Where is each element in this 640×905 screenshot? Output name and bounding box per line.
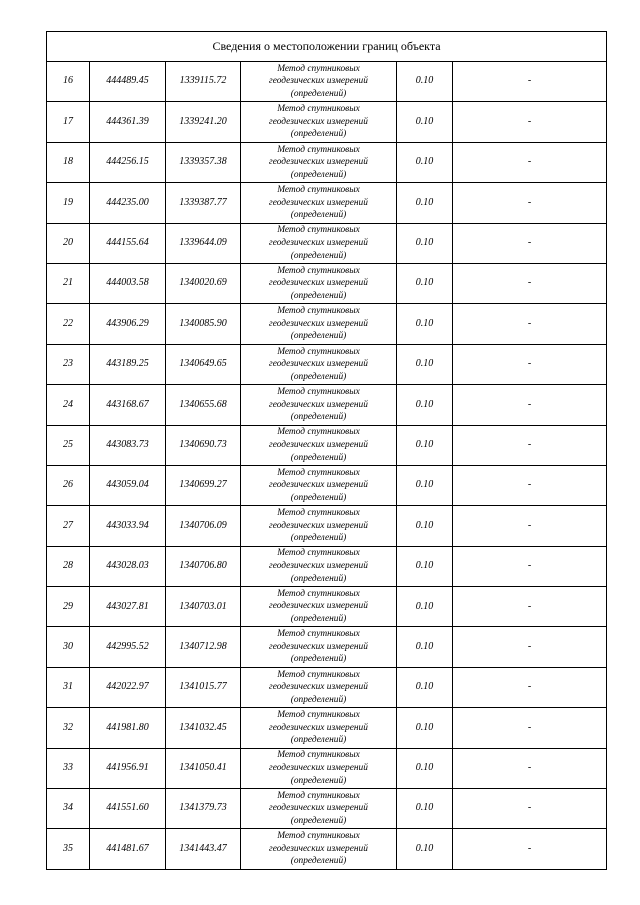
method-line-2: геодезических измерений [269,803,368,814]
x-coordinate-cell: 444361.39 [90,102,166,142]
table-row [47,62,607,102]
method-line-2: геодезических измерений [269,682,368,693]
y-coordinate-cell: 1341015.77 [166,667,241,707]
table-row [47,627,607,667]
table-title-row [47,32,607,62]
y-coordinate-cell: 1341379.73 [166,789,241,829]
accuracy-cell: 0.10 [397,62,453,102]
method-line-2: геодезических измерений [269,763,368,774]
accuracy-cell: 0.10 [397,789,453,829]
note-cell: - [453,748,607,788]
point-number-cell: 16 [47,62,90,102]
method-line-3: (определений) [290,88,347,99]
table-row [47,708,607,748]
table-row [47,667,607,707]
method-line-1: Метод спутниковых [277,184,360,195]
method-line-1: Метод спутниковых [277,467,360,478]
method-line-2: геодезических измерений [269,520,368,531]
method-cell [241,263,397,303]
y-coordinate-cell: 1341443.47 [166,829,241,869]
method-line-1: Метод спутниковых [277,588,360,599]
x-coordinate-cell: 442022.97 [90,667,166,707]
method-cell [241,627,397,667]
point-number-cell: 34 [47,789,90,829]
method-cell [241,465,397,505]
x-coordinate-cell: 441481.67 [90,829,166,869]
x-coordinate-cell: 444256.15 [90,142,166,182]
method-line-1: Метод спутниковых [277,831,360,842]
method-line-2: геодезических измерений [269,237,368,248]
method-line-3: (определений) [290,856,347,867]
method-line-3: (определений) [290,735,347,746]
method-cell [241,789,397,829]
method-line-1: Метод спутниковых [277,629,360,640]
method-line-1: Метод спутниковых [277,144,360,155]
note-cell: - [453,708,607,748]
method-line-2: геодезических измерений [269,439,368,450]
accuracy-cell: 0.10 [397,829,453,869]
method-line-2: геодезических измерений [269,116,368,127]
accuracy-cell: 0.10 [397,748,453,788]
note-cell: - [453,667,607,707]
method-line-3: (определений) [290,452,347,463]
note-cell: - [453,425,607,465]
x-coordinate-cell: 441981.80 [90,708,166,748]
point-number-cell: 35 [47,829,90,869]
method-cell [241,183,397,223]
method-line-2: геодезических измерений [269,722,368,733]
method-cell [241,748,397,788]
note-cell: - [453,465,607,505]
table-row [47,587,607,627]
method-line-3: (определений) [290,614,347,625]
y-coordinate-cell: 1340020.69 [166,263,241,303]
method-line-1: Метод спутниковых [277,669,360,680]
method-cell [241,102,397,142]
y-coordinate-cell: 1341050.41 [166,748,241,788]
table-row [47,546,607,586]
method-line-3: (определений) [290,694,347,705]
x-coordinate-cell: 443028.03 [90,546,166,586]
x-coordinate-cell: 443906.29 [90,304,166,344]
method-line-1: Метод спутниковых [277,265,360,276]
point-number-cell: 18 [47,142,90,182]
table-row [47,223,607,263]
table-row [47,102,607,142]
x-coordinate-cell: 441956.91 [90,748,166,788]
table-row [47,425,607,465]
method-cell [241,667,397,707]
table-row [47,344,607,384]
note-cell: - [453,304,607,344]
method-line-2: геодезических измерений [269,843,368,854]
method-line-1: Метод спутниковых [277,306,360,317]
y-coordinate-cell: 1340703.01 [166,587,241,627]
method-line-1: Метод спутниковых [277,710,360,721]
table-row [47,142,607,182]
method-line-2: геодезических измерений [269,601,368,612]
accuracy-cell: 0.10 [397,344,453,384]
x-coordinate-cell: 443033.94 [90,506,166,546]
table-row [47,304,607,344]
note-cell: - [453,829,607,869]
method-cell [241,587,397,627]
y-coordinate-cell: 1339357.38 [166,142,241,182]
method-line-3: (определений) [290,129,347,140]
method-line-2: геодезических измерений [269,641,368,652]
accuracy-cell: 0.10 [397,223,453,263]
note-cell: - [453,62,607,102]
method-cell [241,344,397,384]
y-coordinate-cell: 1339241.20 [166,102,241,142]
point-number-cell: 31 [47,667,90,707]
table-row [47,748,607,788]
table-title: Сведения о местоположении границ объекта [47,32,607,62]
note-cell: - [453,627,607,667]
point-number-cell: 29 [47,587,90,627]
note-cell: - [453,344,607,384]
accuracy-cell: 0.10 [397,708,453,748]
point-number-cell: 33 [47,748,90,788]
method-line-2: геодезических измерений [269,318,368,329]
note-cell: - [453,223,607,263]
note-cell: - [453,263,607,303]
method-line-1: Метод спутниковых [277,508,360,519]
x-coordinate-cell: 443027.81 [90,587,166,627]
point-number-cell: 25 [47,425,90,465]
method-line-2: геодезических измерений [269,197,368,208]
table-body [47,32,607,870]
method-line-3: (определений) [290,573,347,584]
method-line-1: Метод спутниковых [277,225,360,236]
y-coordinate-cell: 1339387.77 [166,183,241,223]
note-cell: - [453,142,607,182]
method-cell [241,304,397,344]
note-cell: - [453,102,607,142]
method-line-2: геодезических измерений [269,480,368,491]
x-coordinate-cell: 442995.52 [90,627,166,667]
method-line-3: (определений) [290,412,347,423]
y-coordinate-cell: 1340706.80 [166,546,241,586]
accuracy-cell: 0.10 [397,506,453,546]
method-line-3: (определений) [290,816,347,827]
accuracy-cell: 0.10 [397,425,453,465]
point-number-cell: 28 [47,546,90,586]
note-cell: - [453,789,607,829]
accuracy-cell: 0.10 [397,465,453,505]
accuracy-cell: 0.10 [397,385,453,425]
method-cell [241,425,397,465]
accuracy-cell: 0.10 [397,183,453,223]
accuracy-cell: 0.10 [397,142,453,182]
x-coordinate-cell: 443189.25 [90,344,166,384]
y-coordinate-cell: 1340690.73 [166,425,241,465]
y-coordinate-cell: 1340085.90 [166,304,241,344]
y-coordinate-cell: 1340655.68 [166,385,241,425]
method-line-2: геодезических измерений [269,278,368,289]
y-coordinate-cell: 1340649.65 [166,344,241,384]
point-number-cell: 21 [47,263,90,303]
table-row [47,789,607,829]
method-line-3: (определений) [290,290,347,301]
method-line-3: (определений) [290,775,347,786]
point-number-cell: 19 [47,183,90,223]
method-line-3: (определений) [290,169,347,180]
method-cell [241,708,397,748]
y-coordinate-cell: 1340706.09 [166,506,241,546]
method-cell [241,506,397,546]
y-coordinate-cell: 1340699.27 [166,465,241,505]
method-line-2: геодезических измерений [269,399,368,410]
y-coordinate-cell: 1341032.45 [166,708,241,748]
method-cell [241,62,397,102]
x-coordinate-cell: 444235.00 [90,183,166,223]
accuracy-cell: 0.10 [397,263,453,303]
note-cell: - [453,183,607,223]
note-cell: - [453,506,607,546]
method-line-1: Метод спутниковых [277,750,360,761]
x-coordinate-cell: 441551.60 [90,789,166,829]
method-cell [241,385,397,425]
point-number-cell: 32 [47,708,90,748]
method-cell [241,142,397,182]
point-number-cell: 23 [47,344,90,384]
point-number-cell: 17 [47,102,90,142]
method-line-1: Метод спутниковых [277,346,360,357]
x-coordinate-cell: 444003.58 [90,263,166,303]
accuracy-cell: 0.10 [397,304,453,344]
method-line-1: Метод спутниковых [277,386,360,397]
point-number-cell: 20 [47,223,90,263]
accuracy-cell: 0.10 [397,587,453,627]
method-line-3: (определений) [290,331,347,342]
accuracy-cell: 0.10 [397,667,453,707]
note-cell: - [453,546,607,586]
x-coordinate-cell: 444489.45 [90,62,166,102]
table-row [47,183,607,223]
x-coordinate-cell: 443083.73 [90,425,166,465]
y-coordinate-cell: 1340712.98 [166,627,241,667]
x-coordinate-cell: 444155.64 [90,223,166,263]
method-line-2: геодезических измерений [269,76,368,87]
note-cell: - [453,587,607,627]
method-line-3: (определений) [290,250,347,261]
method-line-3: (определений) [290,210,347,221]
method-line-2: геодезических измерений [269,561,368,572]
y-coordinate-cell: 1339115.72 [166,62,241,102]
method-line-3: (определений) [290,371,347,382]
method-cell [241,223,397,263]
method-line-1: Метод спутниковых [277,104,360,115]
method-line-2: геодезических измерений [269,359,368,370]
table-row [47,385,607,425]
accuracy-cell: 0.10 [397,102,453,142]
method-line-1: Метод спутниковых [277,790,360,801]
method-line-3: (определений) [290,492,347,503]
accuracy-cell: 0.10 [397,627,453,667]
point-number-cell: 26 [47,465,90,505]
table-row [47,465,607,505]
x-coordinate-cell: 443059.04 [90,465,166,505]
method-line-1: Метод спутниковых [277,427,360,438]
method-cell [241,546,397,586]
method-line-1: Метод спутниковых [277,548,360,559]
method-line-3: (определений) [290,533,347,544]
point-number-cell: 24 [47,385,90,425]
point-number-cell: 30 [47,627,90,667]
x-coordinate-cell: 443168.67 [90,385,166,425]
method-cell [241,829,397,869]
table-row [47,506,607,546]
accuracy-cell: 0.10 [397,546,453,586]
method-line-1: Метод спутниковых [277,63,360,74]
method-line-2: геодезических измерений [269,157,368,168]
method-line-3: (определений) [290,654,347,665]
boundary-coordinates-table [46,31,607,870]
table-row [47,829,607,869]
table-row [47,263,607,303]
note-cell: - [453,385,607,425]
y-coordinate-cell: 1339644.09 [166,223,241,263]
point-number-cell: 27 [47,506,90,546]
point-number-cell: 22 [47,304,90,344]
